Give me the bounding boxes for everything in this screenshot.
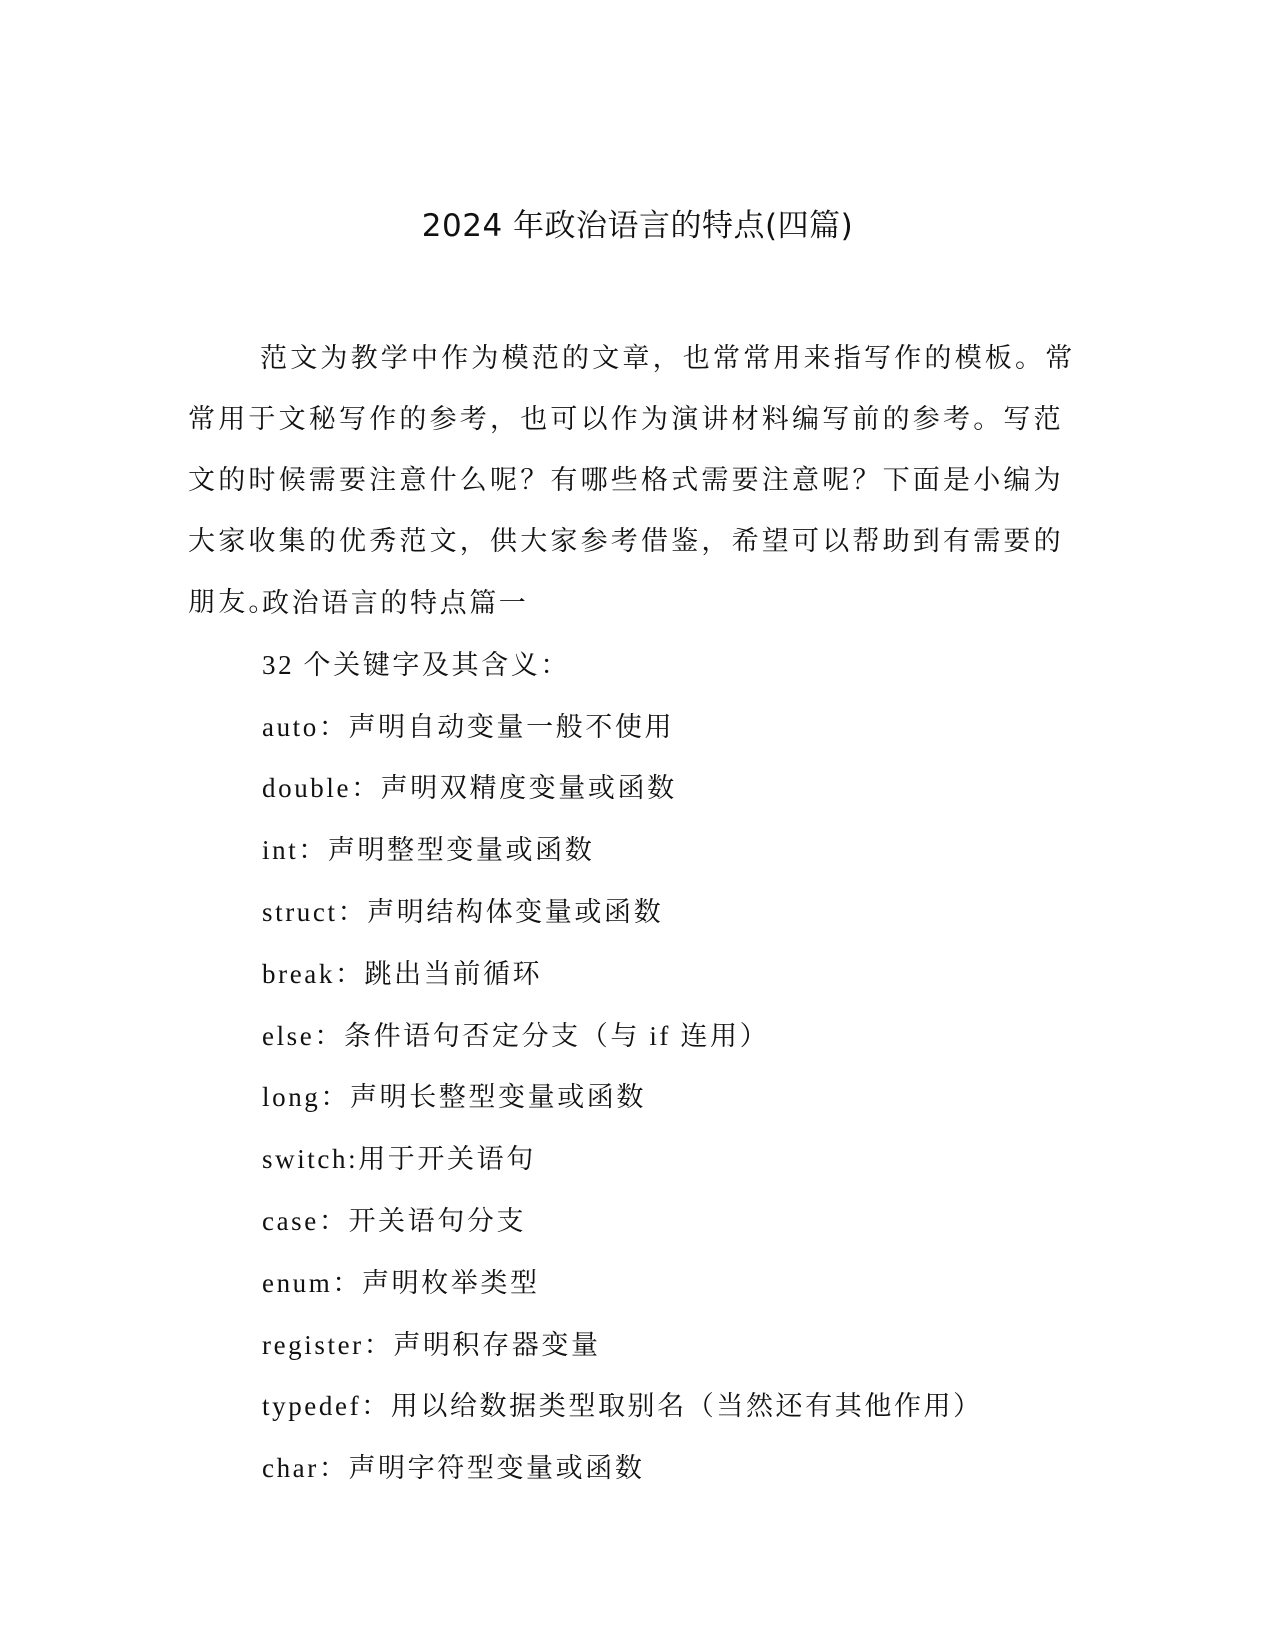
document-title: 2024 年政治语言的特点(四篇)	[421, 208, 854, 244]
keyword-line-long: long：声明长整型变量或函数	[262, 1082, 647, 1113]
keyword-line-typedef: typedef：用以给数据类型取别名（当然还有其他作用）	[262, 1391, 983, 1422]
keyword-line-switch: switch:用于开关语句	[262, 1144, 536, 1175]
keyword-line-auto: auto：声明自动变量一般不使用	[262, 711, 675, 742]
intro-paragraph: 范文为教学中作为模范的文章，也常常用来指写作的模板。常常用于文秘写作的参考，也可以作为演讲材料编写前的参考。写范文的时候需要注意什么呢？有哪些格式需要注意呢？下面是小编为大家收集的优秀范文，供大家参考借鉴，希望可以帮助到有需要的朋友。	[188, 343, 1076, 618]
keyword-line-case: case：开关语句分支	[262, 1205, 527, 1236]
keyword-line-enum: enum：声明枚举类型	[262, 1267, 540, 1298]
keyword-line-int: int：声明整型变量或函数	[262, 835, 595, 866]
content-lines	[262, 573, 1162, 1500]
keyword-line-register: register：声明积存器变量	[262, 1329, 601, 1360]
keyword-line-double: double：声明双精度变量或函数	[262, 773, 677, 804]
keyword-line-char: char：声明字符型变量或函数	[262, 1453, 645, 1484]
keywords-intro-line: 32 个关键字及其含义：	[262, 649, 570, 680]
keyword-line-else: else：条件语句否定分支（与 if 连用）	[262, 1020, 770, 1051]
keyword-line-struct: struct：声明结构体变量或函数	[262, 896, 664, 927]
keyword-line-break: break：跳出当前循环	[262, 958, 543, 989]
section-heading: 政治语言的特点篇一	[262, 588, 529, 618]
